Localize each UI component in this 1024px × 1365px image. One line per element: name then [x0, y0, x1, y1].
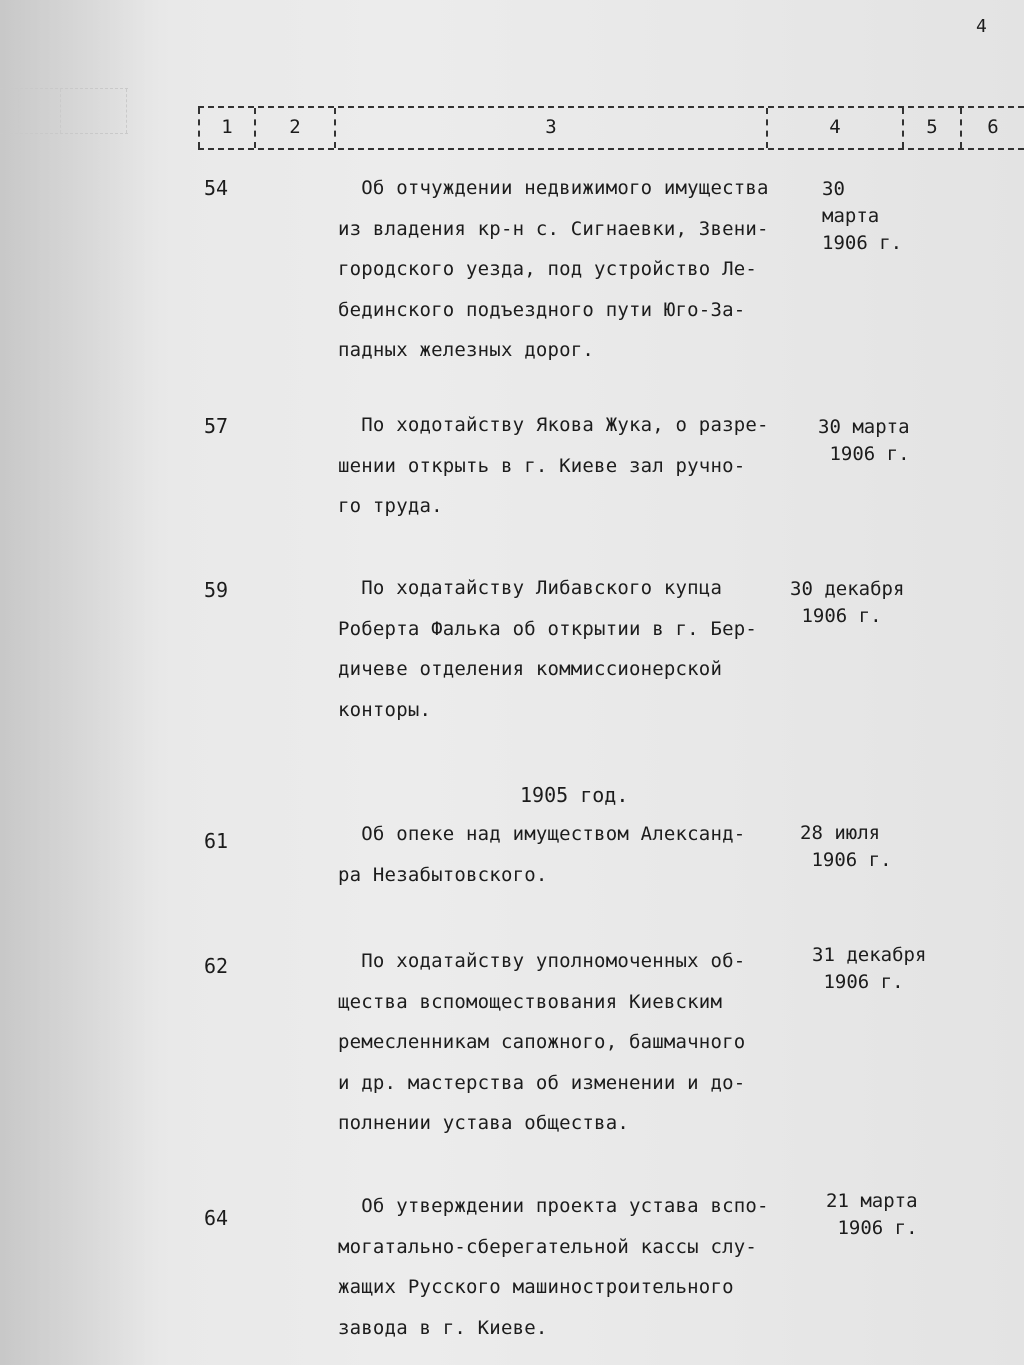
binding-shadow: [0, 0, 150, 1365]
table-header: [198, 106, 1024, 150]
record-line: Роберта Фалька об открытии в г. Бер-: [338, 617, 758, 640]
record-line: завода в г. Киеве.: [338, 1316, 548, 1339]
record-date: 30 декабря 1906 г.: [790, 578, 905, 627]
record-line: из владения кр-н с. Сигнаевки, Звени-: [338, 217, 769, 240]
record-date: 30 марта 1906 г.: [818, 416, 910, 465]
record-line: бединского подъездного пути Юго-За-: [338, 298, 746, 321]
record-number: 54: [204, 176, 229, 200]
record-number: 64: [204, 1206, 229, 1230]
record-line: Об опеке над имуществом Александ-: [338, 823, 746, 845]
page-number: 4: [976, 16, 987, 37]
record-number: 61: [204, 829, 229, 853]
bleed-tick: [126, 89, 127, 133]
record-line: полнении устава общества.: [338, 1112, 629, 1134]
record-line: и др. мастерства об изменении и до-: [338, 1071, 746, 1094]
bleed-tick: [60, 89, 61, 133]
header-col-6: 6: [960, 108, 1024, 148]
record-line: По ходатайству Либавского купца: [338, 577, 723, 599]
record-description: [338, 814, 808, 895]
header-col-4: 4: [766, 108, 902, 148]
record-date: 21 марта 1906 г.: [826, 1190, 918, 1239]
record-number: 57: [204, 414, 229, 438]
header-col-5: 5: [902, 108, 960, 148]
record-line: По ходатайству уполномоченных об-: [338, 950, 746, 972]
record-date: 28 июля 1906 г.: [800, 822, 892, 871]
header-col-2: 2: [254, 108, 334, 148]
record-number: 62: [204, 954, 229, 978]
bleed-tick: [18, 89, 19, 133]
record-number: 59: [204, 578, 229, 602]
record-line: го труда.: [338, 495, 443, 517]
record-line: По ходотайству Якова Жука, о разре-: [338, 414, 769, 436]
header-col-1: 1: [198, 108, 254, 148]
bleed-through-header: [0, 88, 128, 134]
record-line: дичеве отделения коммиссионерской: [338, 658, 723, 680]
record-line: жащих Русского машиностроительного: [338, 1276, 734, 1298]
record-line: щества вспомоществования Киевским: [338, 990, 723, 1013]
record-description: [338, 568, 808, 730]
header-col-3: 3: [334, 108, 766, 148]
record-line: Об отчуждении недвижимого имущества: [338, 177, 769, 199]
record-line: ра Незабытовского.: [338, 863, 548, 886]
record-line: Об утверждении проекта устава вспо-: [338, 1195, 769, 1217]
record-description: [338, 405, 808, 527]
record-date: 30 марта 1906 г.: [822, 178, 903, 254]
record-description: [338, 1186, 808, 1348]
record-date: 31 декабря 1906 г.: [812, 944, 927, 993]
record-line: ремесленникам сапожного, башмачного: [338, 1031, 746, 1053]
record-line: городского уезда, под устройство Ле-: [338, 258, 758, 280]
record-line: могатально-сберегательной кассы слу-: [338, 1235, 758, 1258]
year-heading: 1905 год.: [520, 783, 629, 807]
record-description: [338, 168, 808, 371]
record-description: [338, 941, 808, 1144]
record-line: конторы.: [338, 698, 432, 721]
record-line: шении открыть в г. Киеве зал ручно-: [338, 454, 746, 477]
record-line: падных железных дорог.: [338, 339, 595, 361]
